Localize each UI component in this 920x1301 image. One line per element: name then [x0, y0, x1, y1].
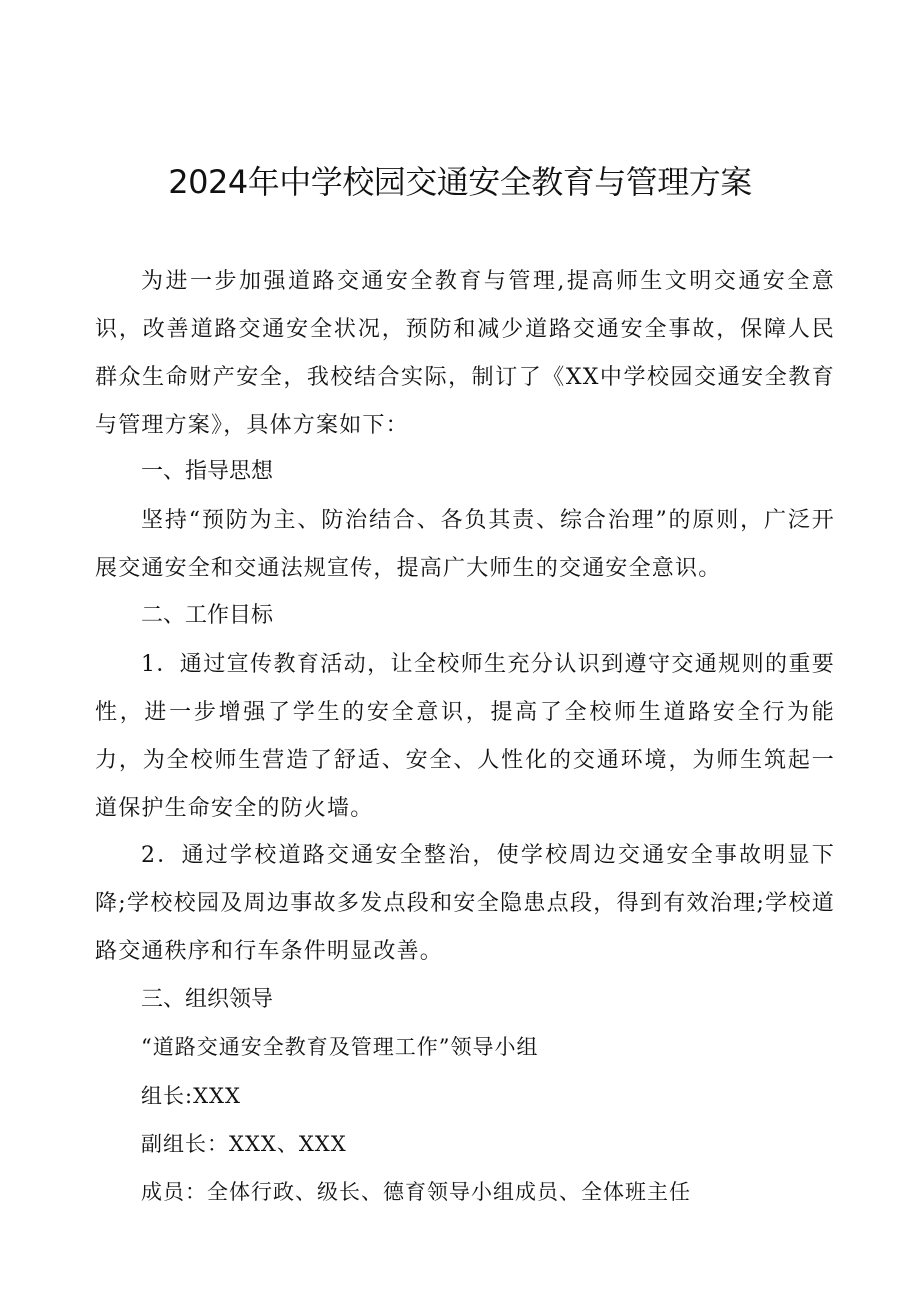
leadership-group-name: “道路交通安全教育及管理工作”领导小组	[141, 1035, 539, 1059]
section-heading-work-goals: 二、工作目标	[141, 603, 274, 628]
work-goal-item-1: 1．通过宣传教育活动，让全校师生充分认识到遵守交通规则的重要性，进一步增强了学生的安全意识，提高了全校师生道路安全行为能力，为全校师生营造了舒适、安全、人性化的交通环境，为师生筑起一道保护生命安全的防火墙。	[95, 652, 835, 821]
section-heading-guiding-ideology: 一、指导思想	[141, 459, 274, 484]
section-heading-organization: 三、组织领导	[141, 987, 274, 1012]
guiding-ideology-paragraph: 坚持“预防为主、防治结合、各负其责、综合治理”的原则，广泛开展交通安全和交通法规宣传，提高广大师生的交通安全意识。	[95, 508, 835, 581]
members-line: 成员：全体行政、级长、德育领导小组成员、全体班主任	[141, 1180, 691, 1204]
deputy-leader-line: 副组长：XXX、XXX	[141, 1132, 347, 1156]
intro-paragraph: 为进一步加强道路交通安全教育与管理,提高师生文明交通安全意识，改善道路交通安全状况，预防和减少道路交通安全事故，保障人民群众生命财产安全，我校结合实际，制订了《XX中学校园交通安全教育与管理方案》，具体方案如下：	[95, 269, 835, 438]
document-title: 2024年中学校园交通安全教育与管理方案	[168, 163, 752, 201]
group-leader-line: 组长:XXX	[141, 1084, 241, 1108]
work-goal-item-2: 2．通过学校道路交通安全整治，使学校周边交通安全事故明显下降;学校校园及周边事故多发点段和安全隐患点段，得到有效治理;学校道路交通秩序和行车条件明显改善。	[95, 843, 835, 964]
